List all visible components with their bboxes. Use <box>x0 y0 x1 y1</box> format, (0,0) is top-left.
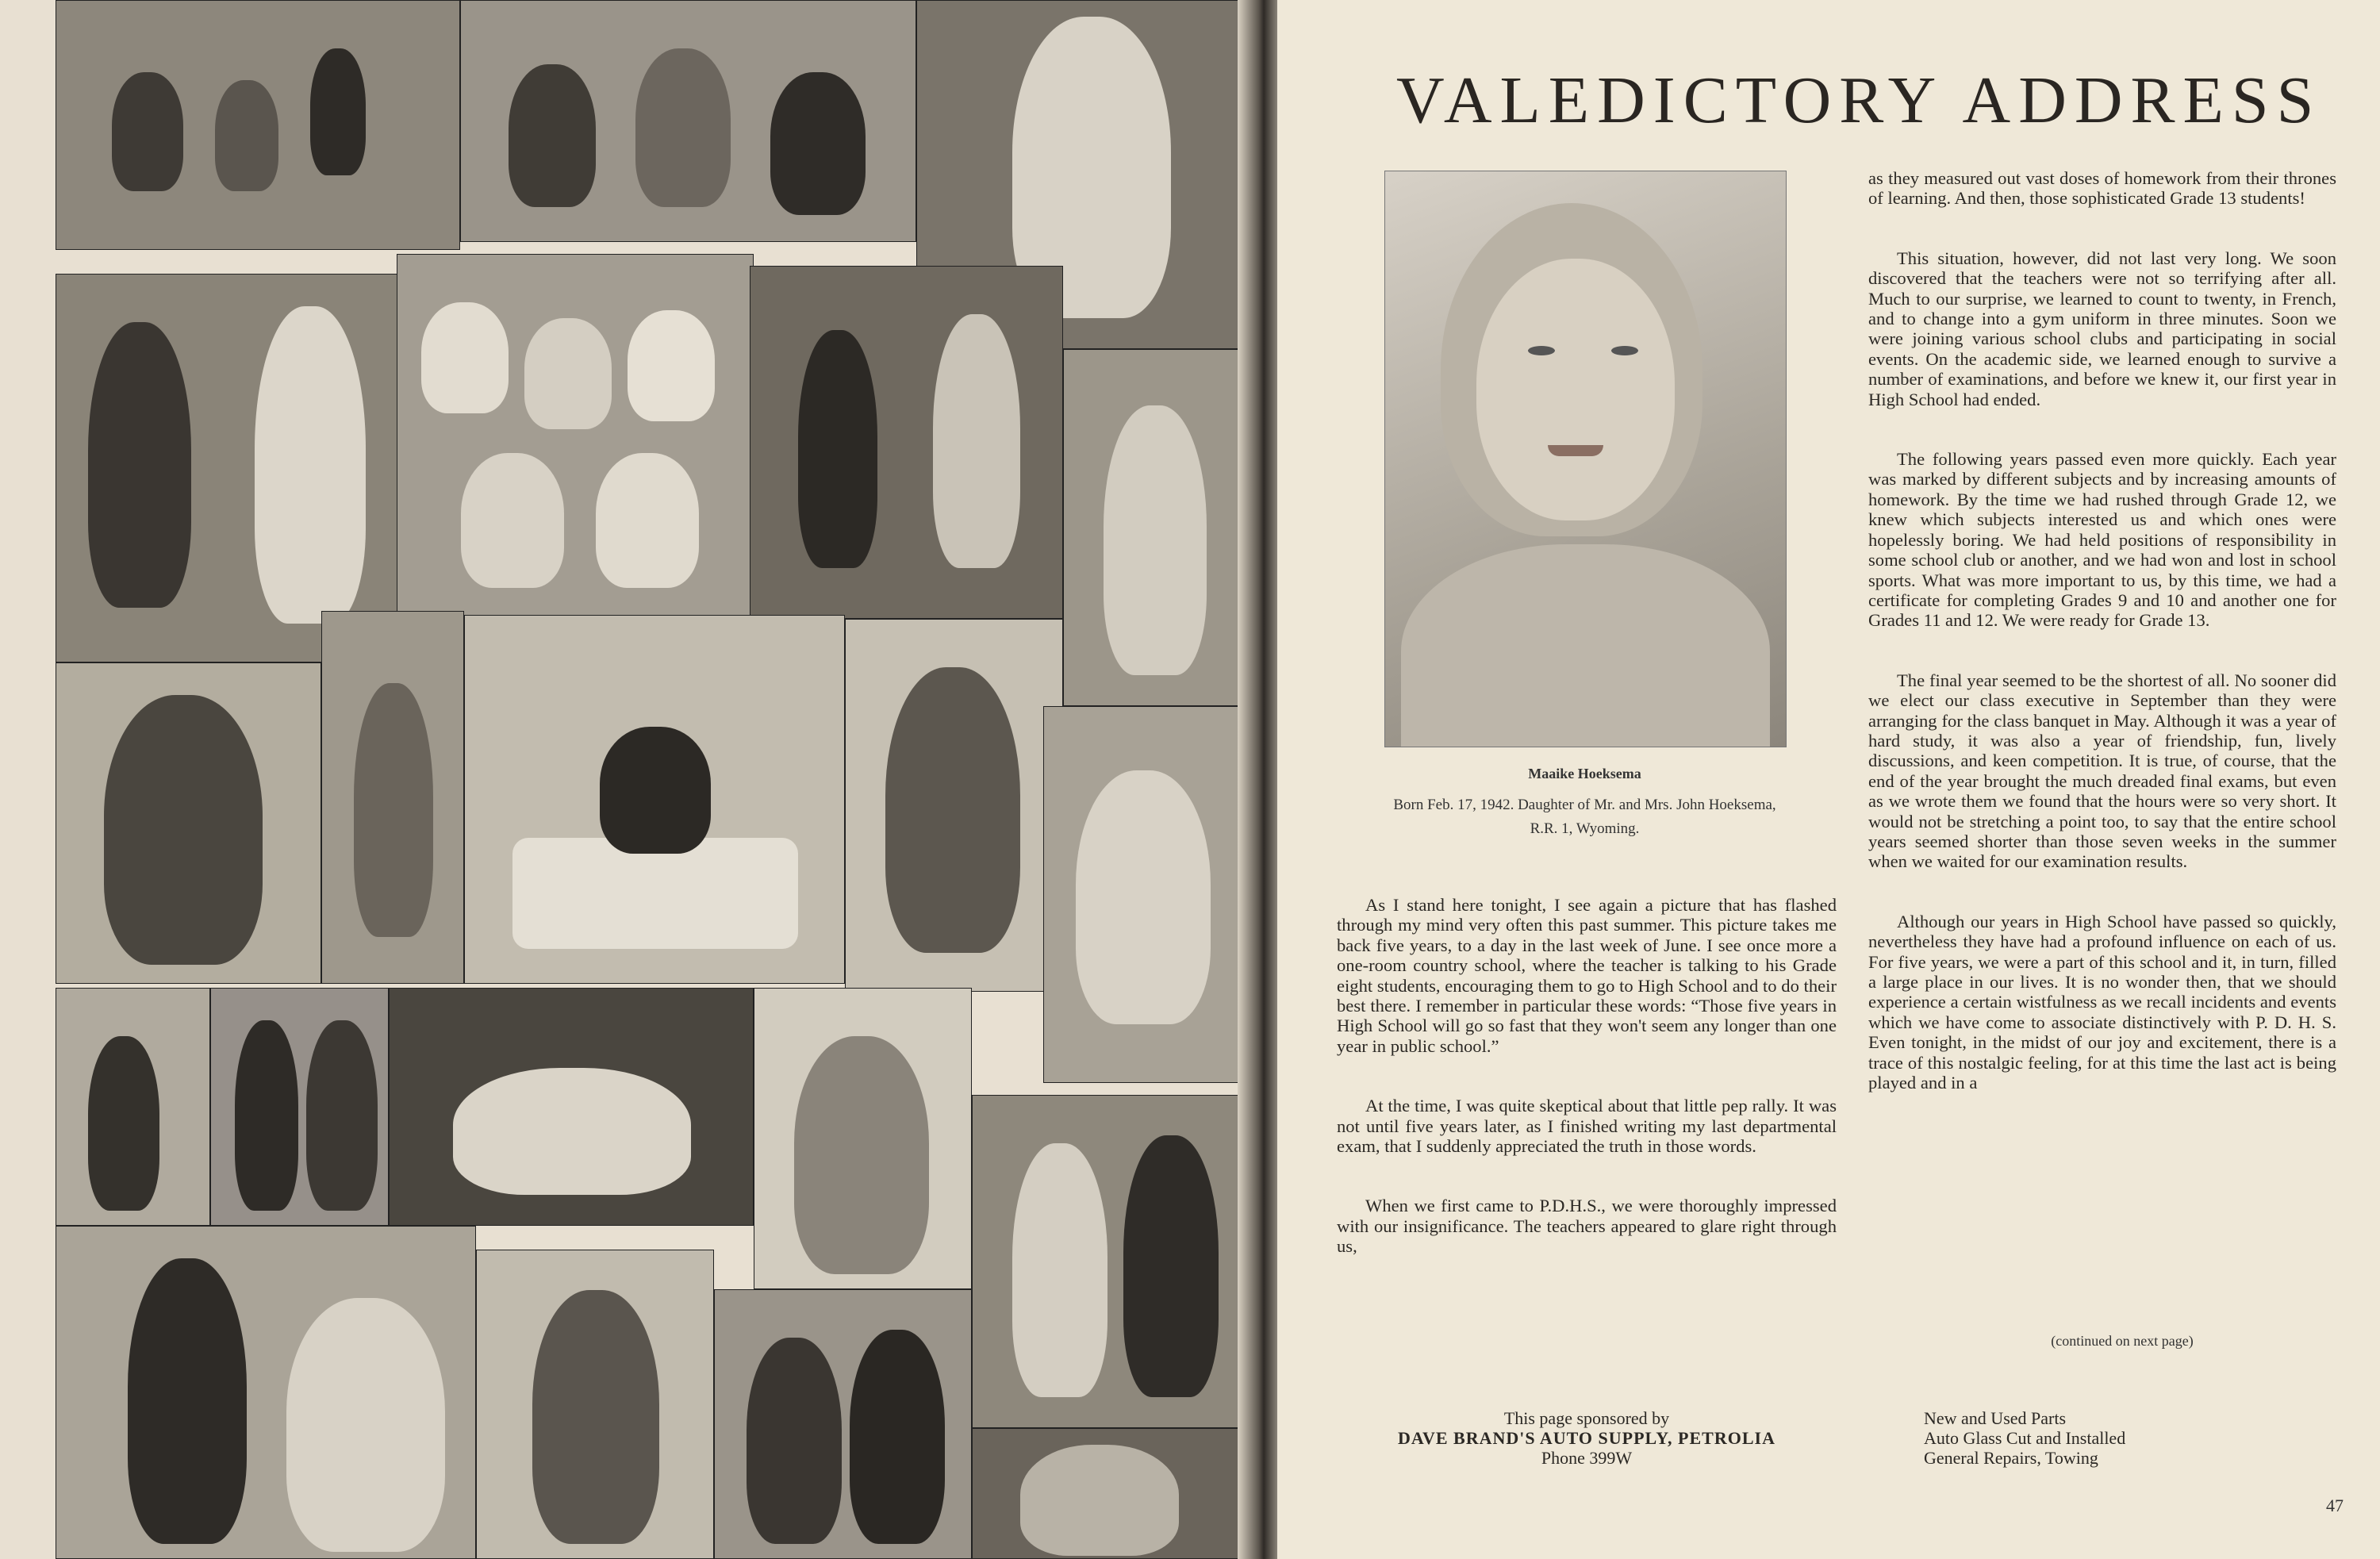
collage-photo <box>714 1289 972 1559</box>
portrait-photo <box>1384 171 1787 747</box>
portrait-caption-bio: Born Feb. 17, 1942. Daughter of Mr. and Mrs. John Hoeksema, R.R. 1, Wyoming. <box>1393 797 1776 837</box>
collage-photo <box>210 988 389 1226</box>
collage-photo <box>845 619 1063 992</box>
page-title: VALEDICTORY ADDRESS <box>1396 63 2322 137</box>
collage-photo <box>754 988 972 1289</box>
collage-photo <box>321 611 464 984</box>
collage-photo <box>460 0 916 242</box>
address-paragraph: as they measured out vast doses of homework from their thrones of learning. And then, those sophisticated Grade 13 students! <box>1868 168 2336 209</box>
continued-note: (continued on next page) <box>2051 1333 2194 1349</box>
service-item: General Repairs, Towing <box>1924 1448 2098 1468</box>
sponsor-services <box>1924 1408 2241 1468</box>
page-number: 47 <box>2326 1496 2344 1515</box>
collage-photo <box>56 274 405 662</box>
service-item: Auto Glass Cut and Installed <box>1924 1428 2126 1448</box>
portrait-caption-name: Maaike Hoeksema <box>1528 766 1641 781</box>
address-paragraph: When we first came to P.D.H.S., we were thoroughly impressed with our insignificance. The teachers appeared to glare right through us, <box>1337 1196 1837 1257</box>
address-paragraph: As I stand here tonight, I see again a picture that has flashed through my mind very often this past summer. This picture takes me back five years, to a day in the last week of June. I see once more a one-room country school, where the teacher is talking to his Grade eight students, encouraging them to go to High School and to do their best there. I remember in particular these words: “Those five years in High School will go so fast that they won't seem any longer than one year in public school.” <box>1337 895 1837 1056</box>
collage-photo <box>1043 706 1242 1083</box>
address-paragraph: At the time, I was quite skeptical about that little pep rally. It was not until five years later, as I finished writing my last departmental exam, that I suddenly appreciated the truth in those words. <box>1337 1096 1837 1157</box>
collage-photo <box>1063 349 1242 706</box>
address-column-left <box>1337 895 1837 1296</box>
address-paragraph: Although our years in High School have passed so quickly, nevertheless they have had a profound influence on each of us. For five years, we were a part of this school and it, in turn, filled a large place in our lives. It is no wonder then, that we should experience a certain wistfulness as we recall incidents and events which we have come to associate distinctively with P. D. H. S. Even tonight, in the midst of our joy and excitement, there is a trace of this nostalgic feeling, for at this time the last act is being played and in a <box>1868 911 2336 1093</box>
service-item: New and Used Parts <box>1924 1408 2067 1428</box>
collage-photo <box>397 254 754 619</box>
collage-photo <box>56 0 460 250</box>
collage-photo <box>56 988 210 1226</box>
address-paragraph: This situation, however, did not last very long. We soon discovered that the teachers were not so terrifying after all. Much to our surprise, we learned to count to twenty, in French, and to change into a gym uniform in three minutes. Soon we were joining various school clubs and participating in social events. On the academic side, we learned enough to survive a number of examinations, and before we knew it, our first year in High School had ended. <box>1868 248 2336 409</box>
collage-photo <box>389 988 754 1226</box>
sponsor-phone: Phone 399W <box>1541 1448 1633 1468</box>
collage-photo <box>56 662 321 984</box>
collage-photo <box>750 266 1063 619</box>
sponsor-line: This page sponsored by <box>1503 1408 1670 1428</box>
collage-photo <box>972 1428 1242 1559</box>
collage-photo <box>464 615 845 984</box>
address-paragraph: The final year seemed to be the shortest of all. No sooner did we elect our class executive in September than they were arranging for the class banquet in May. Although it was a year of hard study, it was also a year of friendship, fun, lively discussions, and keen competition. It is true, of course, that the end of the year brought the much dreaded final exams, but even as we wrote them we found that the hours were so very short. It would not be stretching a point too, to say that the entire school years seemed shorter than those seven weeks in the summer when we waited for our examination results. <box>1868 670 2336 872</box>
sponsor-block <box>1337 1408 1837 1468</box>
collage-photo <box>476 1250 714 1559</box>
collage-photo <box>972 1095 1242 1428</box>
address-column-right <box>1868 168 2336 1132</box>
sponsor-name: DAVE BRAND'S AUTO SUPPLY, PETROLIA <box>1398 1428 1775 1448</box>
address-paragraph: The following years passed even more quickly. Each year was marked by different subjects and by increasing amounts of homework. By the time we had rushed through Grade 12, we knew which subjects interested us and which ones were hopelessly boring. We had held positions of responsibility in some school club or another, and we had won and lost in school sports. What was more important to us, by this time, we had a certificate for completing Grades 9 and 10 and another one for Grades 11 and 12. We were ready for Grade 13. <box>1868 449 2336 631</box>
collage-photo <box>56 1226 476 1559</box>
text-page <box>1277 0 2380 1559</box>
